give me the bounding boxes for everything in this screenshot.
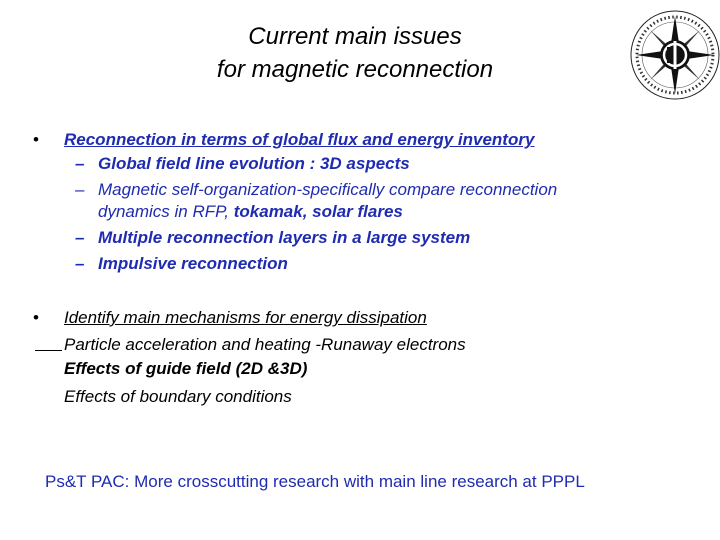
section-1-heading: Reconnection in terms of global flux and energy inventory [64, 130, 535, 149]
indent-underline [35, 333, 62, 351]
slide-title [0, 20, 710, 86]
section-2 [0, 306, 720, 416]
compass-seal-icon [628, 8, 720, 102]
dash: – [75, 254, 85, 273]
item-global-field-line: Global field line evolution : 3D aspects [98, 154, 410, 173]
item-self-organization: Magnetic self-organization-specifically compare reconnection [98, 180, 558, 199]
item-self-organization-text: dynamics in RFP, [98, 202, 234, 221]
dash: – [75, 180, 85, 199]
item-impulsive: Impulsive reconnection [98, 254, 288, 273]
section-2-heading: Identify main mechanisms for energy dissipation [64, 308, 427, 327]
section-1 [0, 128, 720, 288]
item-self-organization-bold: tokamak, solar flares [233, 202, 403, 221]
item-guide-field: Effects of guide field (2D &3D) [64, 359, 308, 378]
title-line-2: for magnetic reconnection [216, 56, 494, 83]
title-line-1: Current main issues [248, 23, 462, 50]
footer-note: Ps&T PAC: More crosscutting research with main line research at PPPL [45, 472, 585, 491]
item-boundary-conditions: Effects of boundary conditions [64, 387, 292, 406]
item-particle-acceleration: Particle acceleration and heating -Runaway electrons [64, 335, 466, 354]
bullet: • [33, 130, 39, 149]
dash: – [75, 154, 85, 173]
item-self-organization-cont [98, 200, 403, 223]
bullet: • [33, 308, 39, 327]
item-multiple-layers: Multiple reconnection layers in a large system [98, 228, 471, 247]
dash: – [75, 228, 85, 247]
